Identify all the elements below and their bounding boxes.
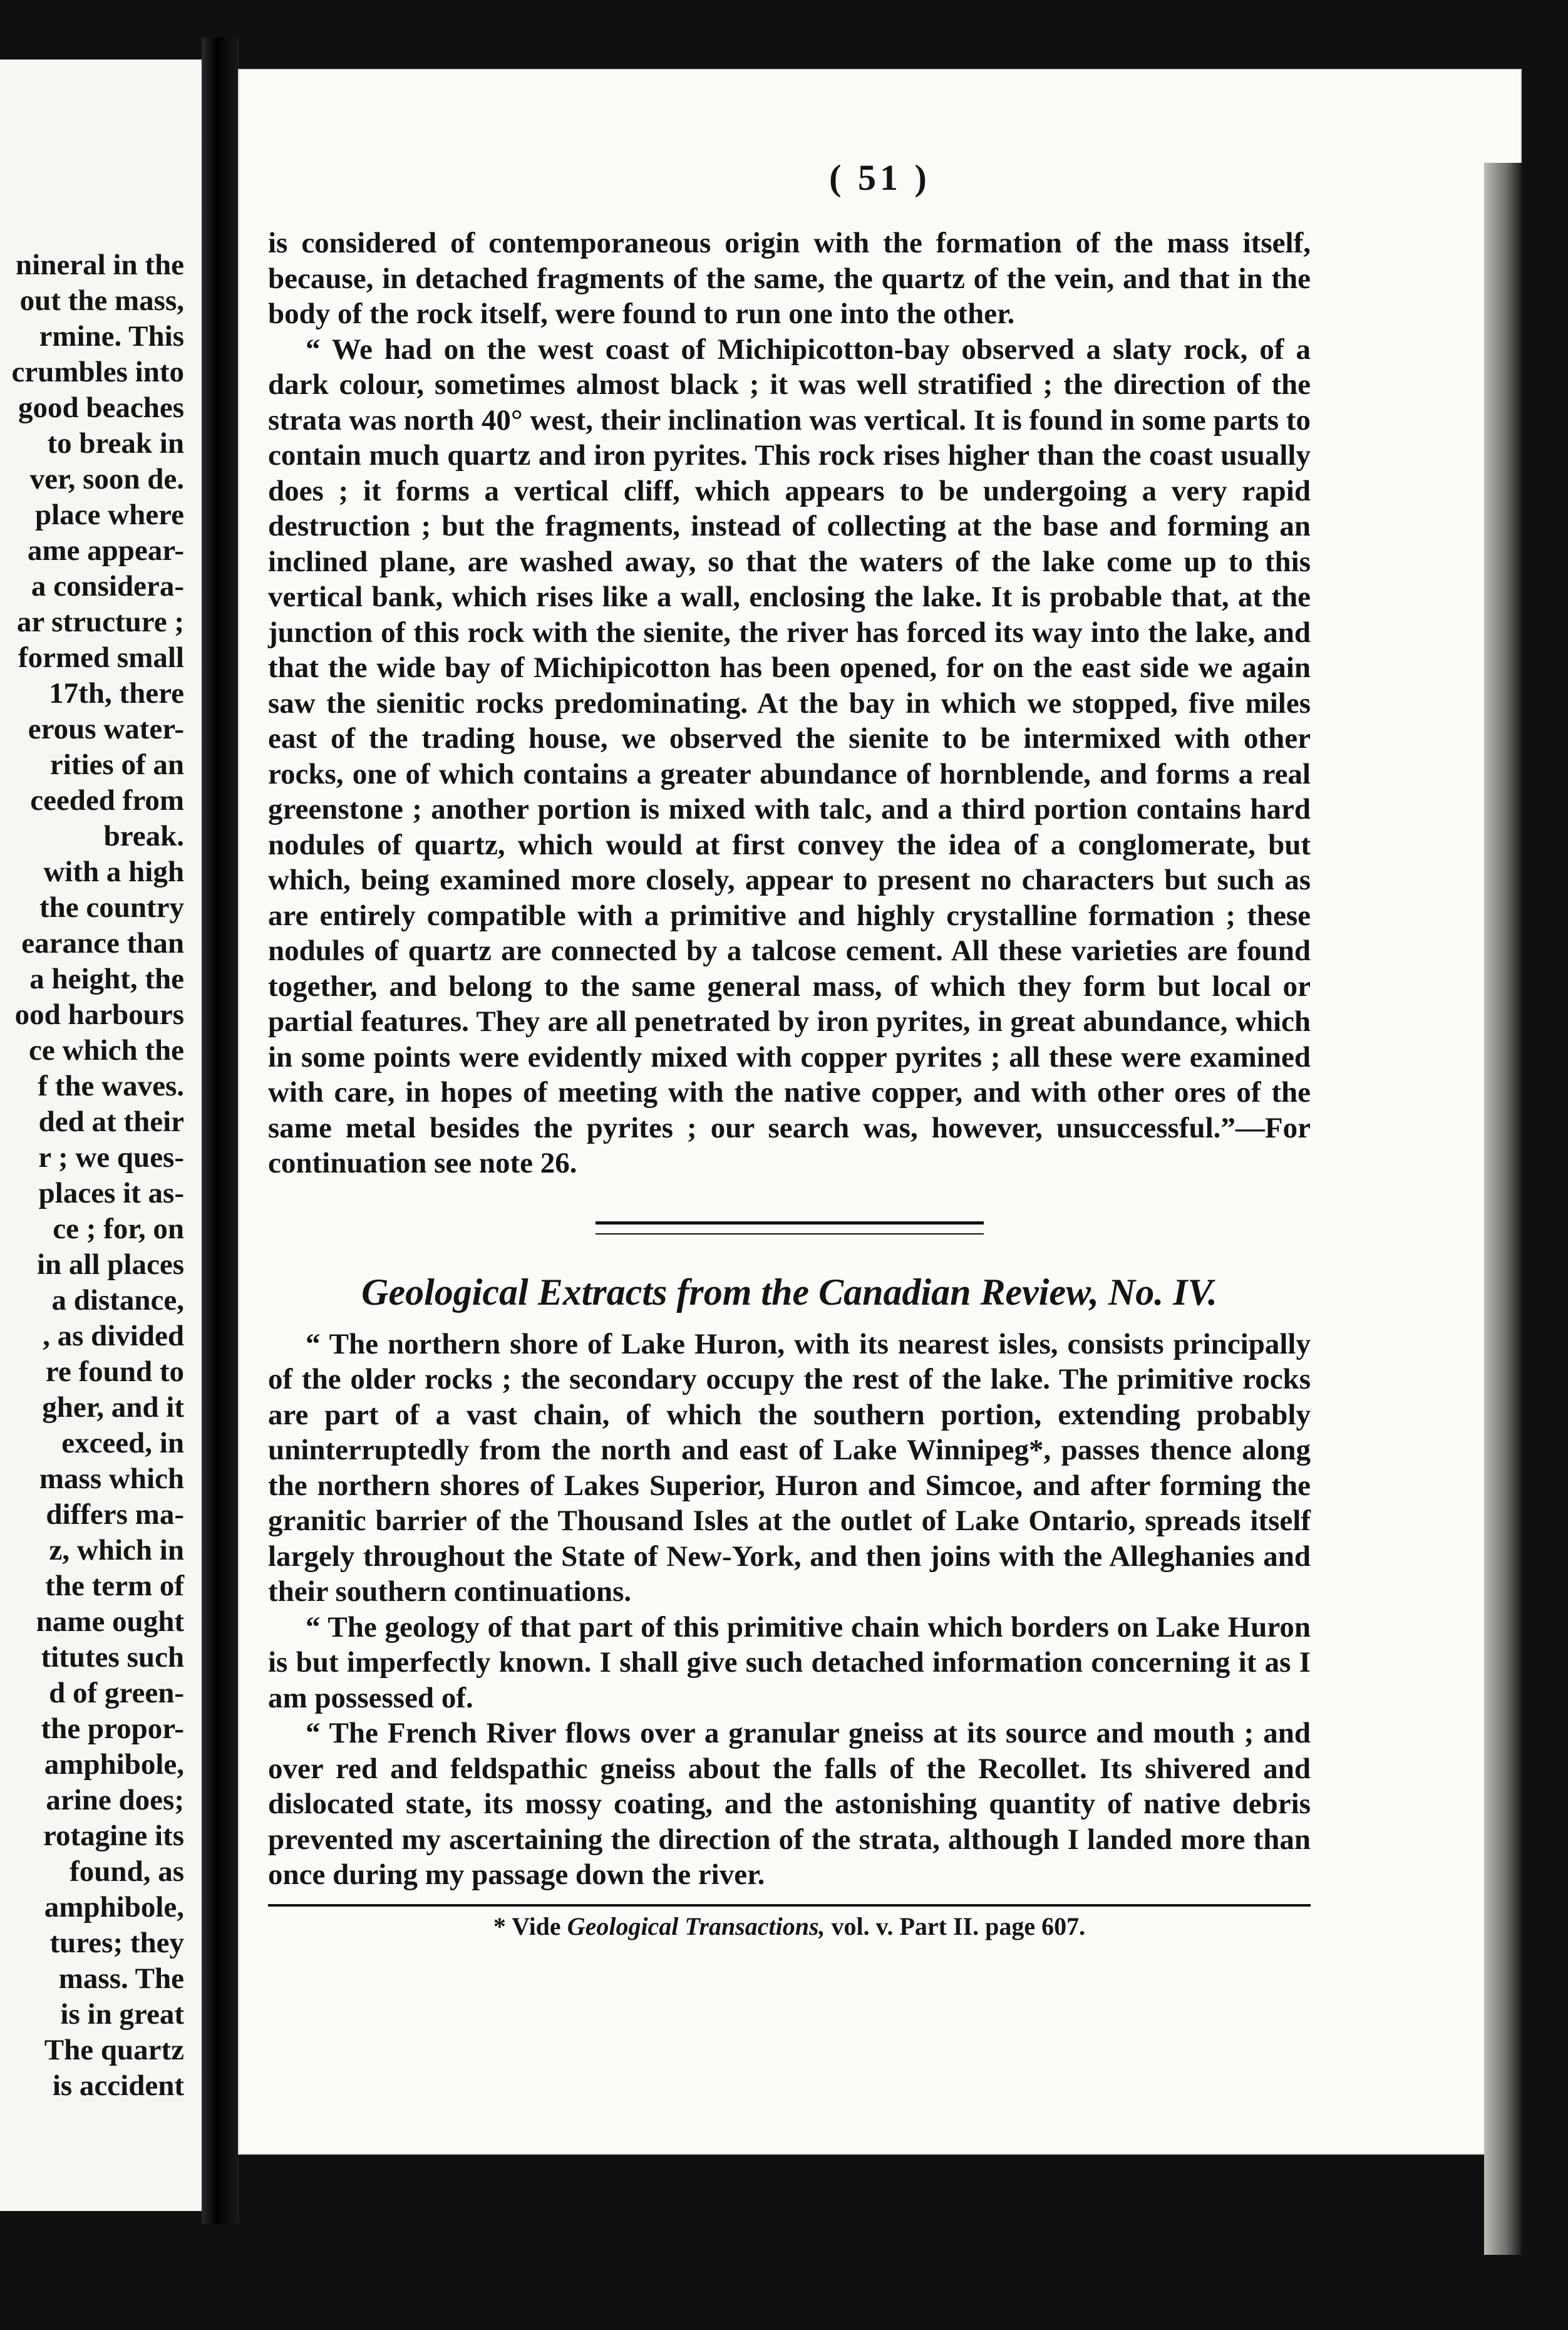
previous-page-line: amphibole, <box>44 1891 184 1924</box>
previous-page-line: a distance, <box>51 1284 184 1317</box>
section-divider <box>596 1221 984 1235</box>
previous-page-line: amphibole, <box>44 1748 184 1781</box>
previous-page-line: exceed, in <box>61 1427 184 1459</box>
previous-page-line: mass which <box>39 1463 184 1495</box>
previous-page-line: rotagine its <box>43 1820 184 1852</box>
previous-page-line: the country <box>39 891 184 924</box>
previous-page-line: found, as <box>70 1855 184 1888</box>
previous-page-line: is in great <box>60 1998 184 2031</box>
previous-page-line: out the mass, <box>19 284 184 317</box>
footnote-italic-title: Geological Transactions, <box>567 1912 825 1940</box>
footnote-rule <box>268 1904 1311 1907</box>
previous-page-text <box>0 247 184 2104</box>
previous-page-line: f the waves. <box>38 1070 184 1102</box>
previous-page-line: gher, and it <box>42 1391 184 1424</box>
previous-page-line: rmine. This <box>39 320 184 353</box>
previous-page-line: , as divided <box>43 1320 184 1352</box>
previous-page-line: place where <box>35 499 184 531</box>
previous-page-line: d of green- <box>49 1677 184 1709</box>
previous-page-line: earance than <box>21 927 184 960</box>
previous-page-line: name ought <box>36 1605 184 1638</box>
previous-page-line: The quartz <box>44 2034 184 2066</box>
previous-page-line: ver, soon de. <box>29 463 184 495</box>
previous-page-line: the propor- <box>41 1712 184 1745</box>
previous-page-line: good beaches <box>18 391 184 424</box>
page-edge <box>1484 163 1522 2255</box>
previous-page-line: ceeded from <box>30 784 184 817</box>
previous-page-line: rities of an <box>49 748 184 781</box>
previous-page-line: a height, the <box>29 963 184 995</box>
book-gutter <box>202 38 239 2224</box>
previous-page-line: to break in <box>47 427 184 460</box>
previous-page-line: z, which in <box>49 1534 184 1566</box>
previous-page-line: is accident <box>52 2069 184 2102</box>
paragraph-continuation: is considered of contemporaneous origin with the formation of the mass itself, because, in detached fragments of the same, the quartz of the vein, and that in the body of the rock itself, were found to run one into the other. <box>268 227 1311 330</box>
previous-page-line: r ; we ques- <box>38 1141 184 1174</box>
book-page <box>238 69 1522 2155</box>
previous-page-line: nineral in the <box>16 249 184 281</box>
previous-page-fragment <box>0 60 202 2211</box>
previous-page-line: ce which the <box>28 1034 184 1067</box>
previous-page-line: mass. The <box>58 1962 184 1995</box>
previous-page-line: titutes such <box>41 1641 184 1674</box>
previous-page-line: erous water- <box>28 713 184 745</box>
previous-page-line: differs ma- <box>46 1498 184 1531</box>
previous-page-line: tures; they <box>49 1927 184 1959</box>
previous-page-line: ame appear- <box>27 534 184 567</box>
page-number: ( 51 ) <box>829 157 931 198</box>
paragraph-french-river: “ The French River flows over a granular gneiss at its source and mouth ; and over red and feldspathic gneiss about the falls of the Recollet. Its shivered and dislocated state, its mossy coating, and the astonishing quantity of native debris prevented my ascertaining the direction of the strata, although I landed more than once during my passage down the river. <box>268 1717 1311 1891</box>
paragraph-geology-primitive-chain: “ The geology of that part of this primitive chain which borders on Lake Huron is but imperfectly known. I shall give such detached information concerning it as I am possessed of. <box>268 1610 1311 1714</box>
section-heading: Geological Extracts from the Canadian Review, No. IV. <box>361 1271 1217 1313</box>
paragraph-lake-huron: “ The northern shore of Lake Huron, with its nearest isles, consists principally of the older rocks ; the secondary occupy the rest of the lake. The primitive rocks are part of a vast chain, of which the southern portion, extending probably uninterruptedly from the north and east of Lake Winnipeg*, passes thence along the northern shores of Lakes Superior, Huron and Simcoe, and after forming the granitic barrier of the Thousand Isles at the outlet of Lake Ontario, spreads itself largely throughout the State of New-York, and then joins with the Alleghanies and their southern continuations. <box>268 1327 1311 1608</box>
previous-page-line: re found to <box>45 1355 184 1388</box>
previous-page-line: ar structure ; <box>16 606 184 638</box>
previous-page-line: 17th, there <box>49 677 184 710</box>
previous-page-line: places it as- <box>38 1177 184 1209</box>
paragraph-michipicotton: “ We had on the west coast of Michipicotton-bay observed a slaty rock, of a dark colour, sometimes almost black ; it was well stratified ; the direction of the strata was north 40° west, their inclination was vertical. It is found in some parts to contain much quartz and iron pyrites. This rock rises higher than the coast usually does ; it forms a vertical cliff, which appears to be undergoing a very rapid destruction ; but the fragments, instead of collecting at the base and forming an inclined plane, are washed away, so that the waters of the lake come up to this vertical bank, which rises like a wall, enclosing the lake. It is probable that, at the junction of this rock with the sienite, the river has forced its way into the lake, and that the wide bay of Michipicotton has been opened, for on the east side we again saw the sienitic rocks predominating. At the bay in which we stopped, five miles east of the trading house, we observed the sienite to be intermixed with other rocks, one of which contains a greater abundance of hornblende, and forms a real greenstone ; another portion is mixed with talc, and a third portion contains hard nodules of quartz, which would at first convey the idea of a conglomerate, but which, being examined more closely, appear to present no characters but such as are entirely compatible with a primitive and highly crystalline formation ; these nodules of quartz are connected by a talcose cement. All these varieties are found together, and belong to the same general mass, of which they form but local or partial features. They are all penetrated by iron pyrites, in great abundance, which in some points were evidently mixed with copper pyrites ; all these were examined with care, in hopes of meeting with the native copper, and with other ores of the same metal besides the pyrites ; our search was, however, unsuccessful.”—For continuation see note 26. <box>268 333 1311 1179</box>
footnote-suffix: vol. v. Part II. page 607. <box>825 1912 1086 1940</box>
previous-page-line: ood harbours <box>14 998 184 1031</box>
previous-page-line: formed small <box>18 641 184 674</box>
previous-page-line: a considera- <box>31 570 184 603</box>
previous-page-line: arine does; <box>46 1784 184 1816</box>
previous-page-line: in all places <box>36 1248 184 1281</box>
previous-page-line: with a high <box>43 856 184 888</box>
previous-page-line: break. <box>103 820 184 852</box>
previous-page-line: ded at their <box>38 1105 184 1138</box>
previous-page-line: the term of <box>45 1570 184 1602</box>
previous-page-line: ce ; for, on <box>53 1213 184 1245</box>
page-body <box>268 225 1311 1941</box>
footnote <box>268 1912 1311 1941</box>
previous-page-line: crumbles into <box>11 356 184 388</box>
footnote-prefix: * Vide <box>493 1912 567 1940</box>
